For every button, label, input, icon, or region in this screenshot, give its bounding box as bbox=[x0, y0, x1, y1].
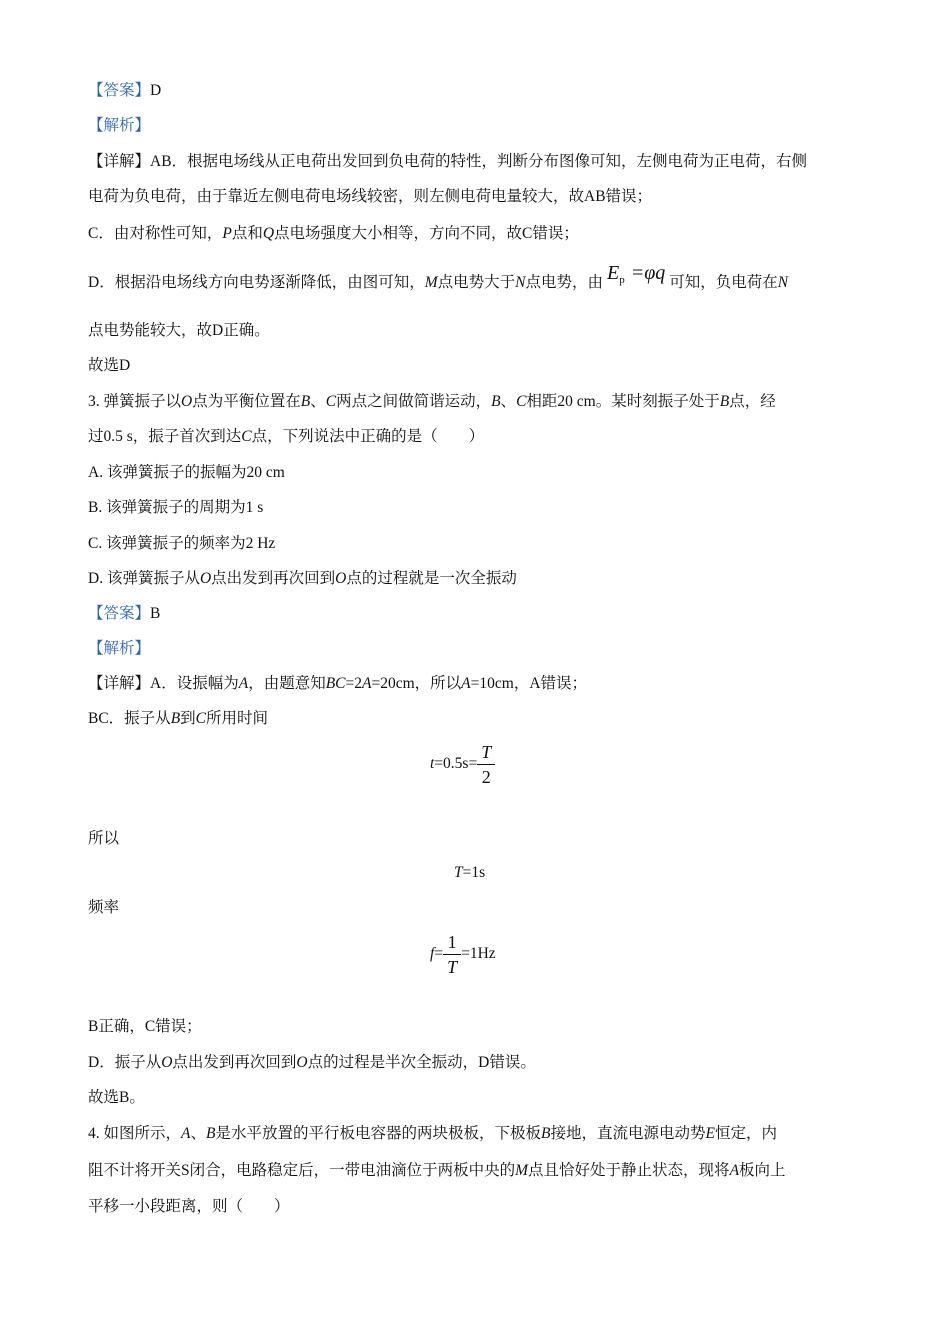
text: A．设振幅为 bbox=[150, 675, 239, 692]
q3-option-c bbox=[88, 534, 275, 554]
var-B: B bbox=[540, 1125, 551, 1142]
numerator: T bbox=[477, 740, 495, 765]
text: 、 bbox=[310, 393, 326, 410]
text: =2 bbox=[345, 675, 363, 692]
text: =10cm，A错误； bbox=[470, 675, 588, 692]
var-A: A bbox=[362, 675, 372, 692]
text: 、 bbox=[500, 393, 517, 410]
text: =20cm，所以 bbox=[371, 675, 462, 692]
var-f: f bbox=[430, 945, 435, 963]
text: 过0.5 s，振子首次到达 bbox=[88, 428, 242, 445]
analysis-tag: 【解析】 bbox=[88, 117, 151, 134]
q3-detail-1 bbox=[88, 674, 587, 694]
freq-line bbox=[88, 898, 119, 918]
text: C. 该弹簧振子的频率为2 Hz bbox=[88, 535, 276, 552]
fraction bbox=[443, 930, 461, 979]
q3-answer bbox=[88, 604, 160, 624]
text: 可知，负电荷在 bbox=[669, 274, 778, 291]
var-T: T bbox=[454, 864, 463, 881]
var-A: A bbox=[181, 1125, 191, 1142]
var-C: C bbox=[241, 428, 252, 445]
q3-analysis bbox=[88, 639, 150, 659]
text: 3. 弹簧振子以 bbox=[88, 393, 182, 410]
text: 点，下列说法中正确的是（ ） bbox=[251, 428, 485, 445]
text: 故选B。 bbox=[88, 1089, 145, 1106]
text: 点，经 bbox=[729, 393, 776, 410]
q4-line-2 bbox=[88, 1161, 786, 1181]
text: =0.5s= bbox=[434, 755, 478, 773]
q3-detail-3 bbox=[88, 1017, 202, 1037]
numerator: 1 bbox=[443, 930, 461, 955]
detail-text: 电荷为负电荷，由于靠近左侧电荷电场线较密，则左侧电荷电量较大，故AB错误； bbox=[88, 188, 653, 205]
text: ，由题意知 bbox=[248, 675, 326, 692]
var-B: B bbox=[491, 393, 501, 410]
analysis-tag: 【解析】 bbox=[88, 640, 151, 657]
fraction bbox=[477, 740, 495, 789]
q3-line-2 bbox=[88, 427, 484, 447]
var-A: A bbox=[729, 1162, 740, 1179]
denominator: T bbox=[447, 957, 458, 977]
text: 点且恰好处于静止状态，现将 bbox=[528, 1162, 730, 1179]
text: 点出发到再次回到 bbox=[172, 1054, 297, 1071]
text: 点电势能较大，故D正确。 bbox=[88, 322, 270, 339]
text: C．由对称性可知， bbox=[88, 225, 223, 242]
text: 点电势，由 bbox=[525, 274, 603, 291]
var-P: P bbox=[222, 225, 232, 242]
text: 点的过程就是一次全振动 bbox=[346, 570, 517, 587]
var-BC: BC bbox=[325, 675, 346, 692]
q3-conclusion bbox=[88, 1088, 145, 1108]
q3-detail-4 bbox=[88, 1053, 536, 1073]
q4-line-3 bbox=[88, 1197, 290, 1217]
detail-tag: 【详解】 bbox=[88, 153, 151, 170]
var-O: O bbox=[335, 570, 347, 587]
text: B. 该弹簧振子的周期为1 s bbox=[88, 499, 264, 516]
text: 平移一小段距离，则（ ） bbox=[88, 1198, 290, 1215]
var-C: C bbox=[195, 710, 207, 727]
detail-line-2 bbox=[88, 187, 652, 207]
q3-option-b bbox=[88, 498, 263, 518]
var-B: B bbox=[719, 393, 730, 410]
q3-line-1 bbox=[88, 392, 776, 412]
equation-frequency bbox=[430, 930, 496, 979]
formula-rhs: =φq bbox=[630, 262, 666, 284]
conclusion-line bbox=[88, 356, 130, 376]
answer-tag: 【答案】 bbox=[88, 82, 151, 99]
var-O: O bbox=[181, 393, 193, 410]
text: 是水平放置的平行板电容器的两块极板，下极板 bbox=[215, 1125, 541, 1142]
detail-line-4 bbox=[88, 262, 789, 294]
text: 故选D bbox=[88, 357, 131, 374]
q3-option-d bbox=[88, 569, 517, 589]
var-C: C bbox=[516, 393, 527, 410]
var-A: A bbox=[461, 675, 471, 692]
var-N: N bbox=[777, 274, 789, 291]
text: =1s bbox=[462, 864, 486, 881]
var-A: A bbox=[238, 675, 249, 692]
text: D．根据沿电场线方向电势逐渐降低，由图可知， bbox=[88, 274, 425, 291]
var-M: M bbox=[424, 274, 438, 291]
text: D. 该弹簧振子从 bbox=[88, 570, 200, 587]
text: 相距20 cm。某时刻振子处于 bbox=[526, 393, 720, 410]
formula-energy bbox=[607, 263, 665, 286]
text: 点和 bbox=[231, 225, 263, 242]
text: 点的过程是半次全振动，D错误。 bbox=[307, 1054, 536, 1071]
detail-tag: 【详解】 bbox=[88, 675, 151, 692]
var-M: M bbox=[515, 1162, 529, 1179]
text: 所用时间 bbox=[206, 710, 269, 727]
text: = bbox=[434, 945, 444, 963]
text: 恒定，内 bbox=[714, 1125, 777, 1142]
answer-value: D bbox=[150, 82, 162, 99]
text: B正确，C错误； bbox=[88, 1018, 202, 1035]
detail-text: AB．根据电场线从正电荷出发回到负电荷的特性，判断分布图像可知，左侧电荷为正电荷，右侧 bbox=[150, 153, 808, 170]
detail-line-3 bbox=[88, 224, 579, 244]
equation-time bbox=[430, 740, 495, 789]
text: A. 该弹簧振子的振幅为20 cm bbox=[88, 464, 285, 481]
text: 阻不计将开关S闭合，电路稳定后，一带电油滴位于两板中央的 bbox=[88, 1162, 516, 1179]
text: 4. 如图所示， bbox=[88, 1125, 182, 1142]
var-O: O bbox=[161, 1054, 173, 1071]
text: 两点之间做简谐运动， bbox=[336, 393, 492, 410]
text: 、 bbox=[190, 1125, 206, 1142]
text: 所以 bbox=[88, 830, 120, 847]
var-B: B bbox=[170, 710, 181, 727]
detail-line-5 bbox=[88, 321, 270, 341]
var-t: t bbox=[430, 755, 435, 773]
var-O: O bbox=[199, 570, 212, 587]
detail-line-1 bbox=[88, 152, 807, 172]
q3-option-a bbox=[88, 463, 285, 483]
text: 点电势大于 bbox=[437, 274, 516, 291]
text: 点为平衡位置在 bbox=[192, 393, 301, 410]
sub-p: p bbox=[619, 274, 625, 286]
var-O: O bbox=[296, 1054, 308, 1071]
text: 频率 bbox=[88, 899, 120, 916]
text: 点出发到再次回到 bbox=[211, 570, 336, 587]
answer-value: B bbox=[150, 605, 161, 622]
var-B: B bbox=[206, 1125, 216, 1142]
text: =1Hz bbox=[461, 945, 496, 963]
answer-tag: 【答案】 bbox=[88, 605, 151, 622]
so-line bbox=[88, 829, 119, 849]
analysis-line-1 bbox=[88, 116, 150, 136]
var-B: B bbox=[300, 393, 311, 410]
text: 点电场强度大小相等，方向不同，故C错误； bbox=[274, 225, 579, 242]
var-N: N bbox=[515, 274, 526, 291]
var-C: C bbox=[325, 393, 337, 410]
var-E: E bbox=[607, 262, 620, 284]
q3-detail-2 bbox=[88, 709, 268, 729]
text: D．振子从 bbox=[88, 1054, 162, 1071]
text: 到 bbox=[180, 710, 196, 727]
answer-line-1 bbox=[88, 81, 161, 101]
text: 板向上 bbox=[739, 1162, 786, 1179]
equation-period bbox=[454, 863, 485, 883]
q4-line-1 bbox=[88, 1124, 777, 1144]
var-Q: Q bbox=[262, 225, 275, 242]
text: BC．振子从 bbox=[88, 710, 171, 727]
var-E: E bbox=[705, 1125, 715, 1142]
text: 接地，直流电源电动势 bbox=[550, 1125, 706, 1142]
denominator: 2 bbox=[481, 767, 491, 787]
